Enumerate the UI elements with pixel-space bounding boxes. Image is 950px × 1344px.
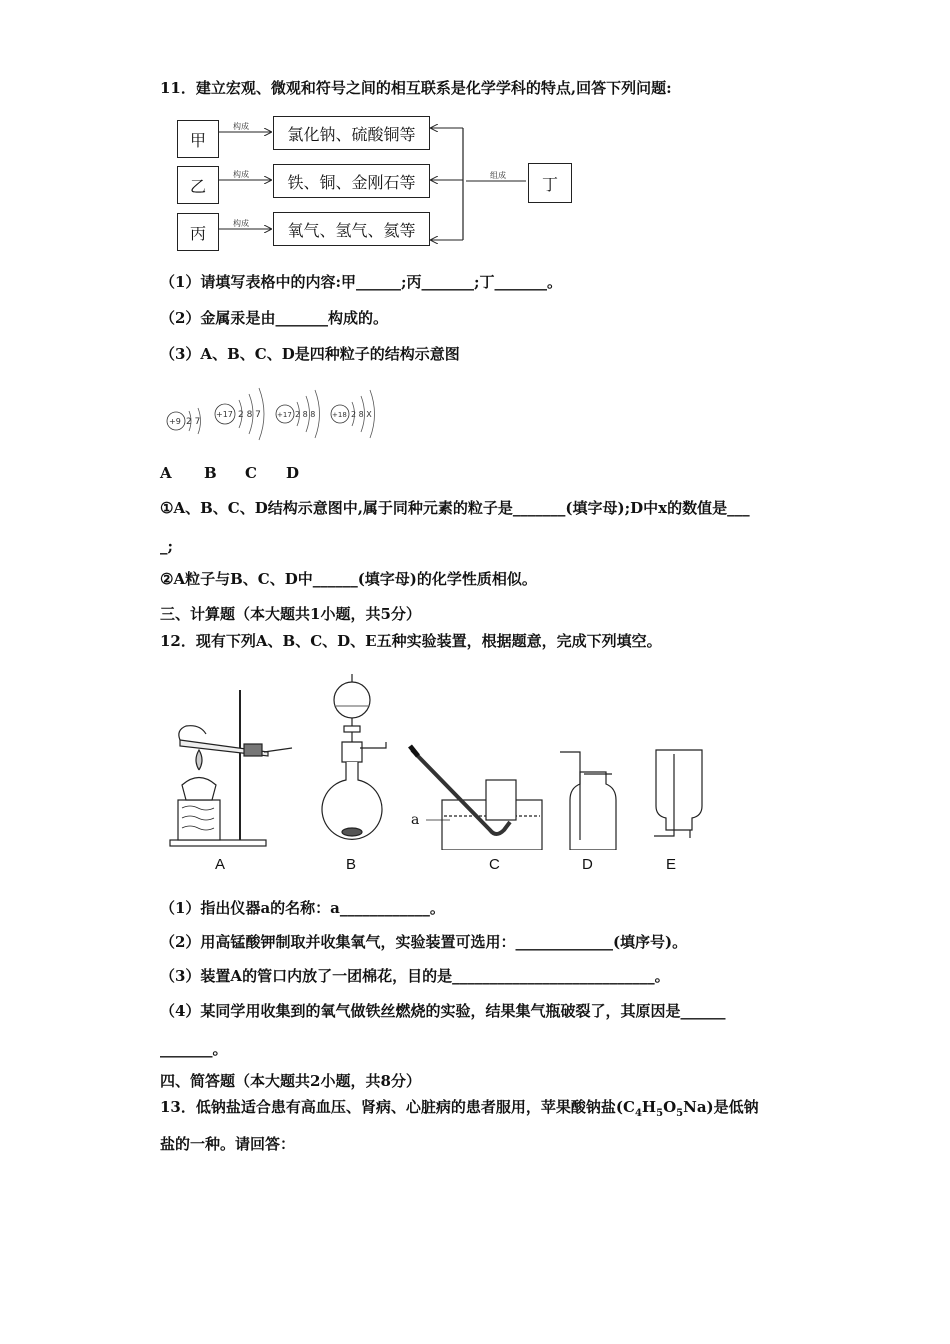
apparatus-c <box>410 746 542 850</box>
formula-h-sub: 5 <box>656 1108 664 1119</box>
formula-o-sub: 5 <box>676 1108 684 1119</box>
q11-diagram <box>0 0 950 260</box>
formula-c-sub: 4 <box>634 1108 642 1119</box>
q13-stem-line2: 盐的一种。请回答： <box>160 1135 296 1153</box>
atom-a-nucleus: +9 <box>169 417 181 426</box>
arrow-label-2: 构成 <box>233 170 249 179</box>
apparatus-diagrams <box>160 670 720 850</box>
q12-part1: （1）指出仪器a的名称：a____________。 <box>160 899 445 917</box>
box-substances-1: 氯化钠、硫酸铜等 <box>273 116 430 150</box>
apparatus-label-e: E <box>666 856 677 873</box>
atom-diagrams <box>158 378 418 448</box>
atom-label-a: A <box>160 464 172 482</box>
label-a: a <box>411 812 420 828</box>
section-4-title: 四、简答题（本大题共2小题，共8分） <box>160 1072 421 1090</box>
apparatus-e <box>654 750 702 838</box>
q13-stem-line1 <box>160 1097 759 1124</box>
atom-label-d: D <box>286 464 300 482</box>
box-bing: 丙 <box>177 213 219 251</box>
box-jia: 甲 <box>177 120 219 158</box>
atom-d-nucleus: +18 <box>332 411 347 419</box>
q12-part4-line1: （4）某同学用收集到的氧气做铁丝燃烧的实验，结果集气瓶破裂了，其原因是______ <box>160 1002 726 1020</box>
box-ding: 丁 <box>528 163 572 203</box>
atom-a <box>167 408 201 434</box>
q11-part5: ②A粒子与B、C、D中______(填字母)的化学性质相似。 <box>160 570 537 588</box>
atom-d <box>331 390 375 438</box>
apparatus-label-b: B <box>346 856 357 873</box>
arrow-label-zucheng: 组成 <box>490 171 506 180</box>
section-3-title: 三、计算题（本大题共1小题，共5分） <box>160 605 421 623</box>
q12-part3: （3）装置A的管口内放了一团棉花，目的是___________________________。 <box>160 967 670 985</box>
q12-part2: （2）用高锰酸钾制取并收集氧气，实验装置可选用：_____________(填序号)。 <box>160 933 688 951</box>
apparatus-label-a: A <box>215 856 226 873</box>
atom-b-nucleus: +17 <box>216 410 233 419</box>
apparatus-d <box>560 752 616 850</box>
q11-stem: 11．建立宏观、微观和符号之间的相互联系是化学学科的特点,回答下列问题: <box>160 79 672 97</box>
q11-arrows <box>0 0 950 260</box>
q11-part4-line2: _; <box>160 537 174 555</box>
box-substances-3: 氧气、氢气、氦等 <box>273 212 430 246</box>
formula-na: Na <box>683 1098 707 1116</box>
apparatus-label-d: D <box>582 856 593 873</box>
q11-part2: （2）金属汞是由_______构成的。 <box>160 309 388 327</box>
atom-c <box>276 390 320 438</box>
formula-h: H <box>641 1098 657 1116</box>
arrow-label-3: 构成 <box>233 219 249 228</box>
atom-b <box>215 388 264 440</box>
atom-c-shells: 2 8 8 <box>295 410 316 419</box>
atom-a-shells: 2 7 <box>186 417 201 427</box>
formula-c: C <box>622 1098 635 1116</box>
q11-part1: （1）请填写表格中的内容:甲______;丙_______;丁_______。 <box>160 273 563 291</box>
q13-stem-a: 13．低钠盐适合患有高血压、肾病、心脏病的患者服用，苹果酸钠盐( <box>160 1098 623 1116</box>
q11-part3: （3）A、B、C、D是四种粒子的结构示意图 <box>160 345 460 363</box>
atom-label-b: B <box>204 464 217 482</box>
apparatus-a <box>170 690 292 846</box>
formula-o: O <box>663 1098 677 1116</box>
q13-stem-b: )是低钠 <box>706 1098 759 1116</box>
box-substances-2: 铁、铜、金刚石等 <box>273 164 430 198</box>
q11-part4-line1: ①A、B、C、D结构示意图中,属于同种元素的粒子是_______(填字母);D中x的数值是___ <box>160 499 750 517</box>
atom-label-c: C <box>245 464 257 482</box>
arrow-label-1: 构成 <box>233 122 249 131</box>
atom-b-shells: 2 8 7 <box>238 410 261 420</box>
q12-part4-line2: _______。 <box>160 1040 228 1058</box>
apparatus-label-c: C <box>489 856 500 873</box>
box-yi: 乙 <box>177 166 219 204</box>
atom-d-shells: 2 8 X <box>351 410 372 419</box>
apparatus-b <box>322 674 386 839</box>
q12-stem: 12．现有下列A、B、C、D、E五种实验装置，根据题意，完成下列填空。 <box>160 632 662 650</box>
atom-c-nucleus: +17 <box>277 411 292 419</box>
